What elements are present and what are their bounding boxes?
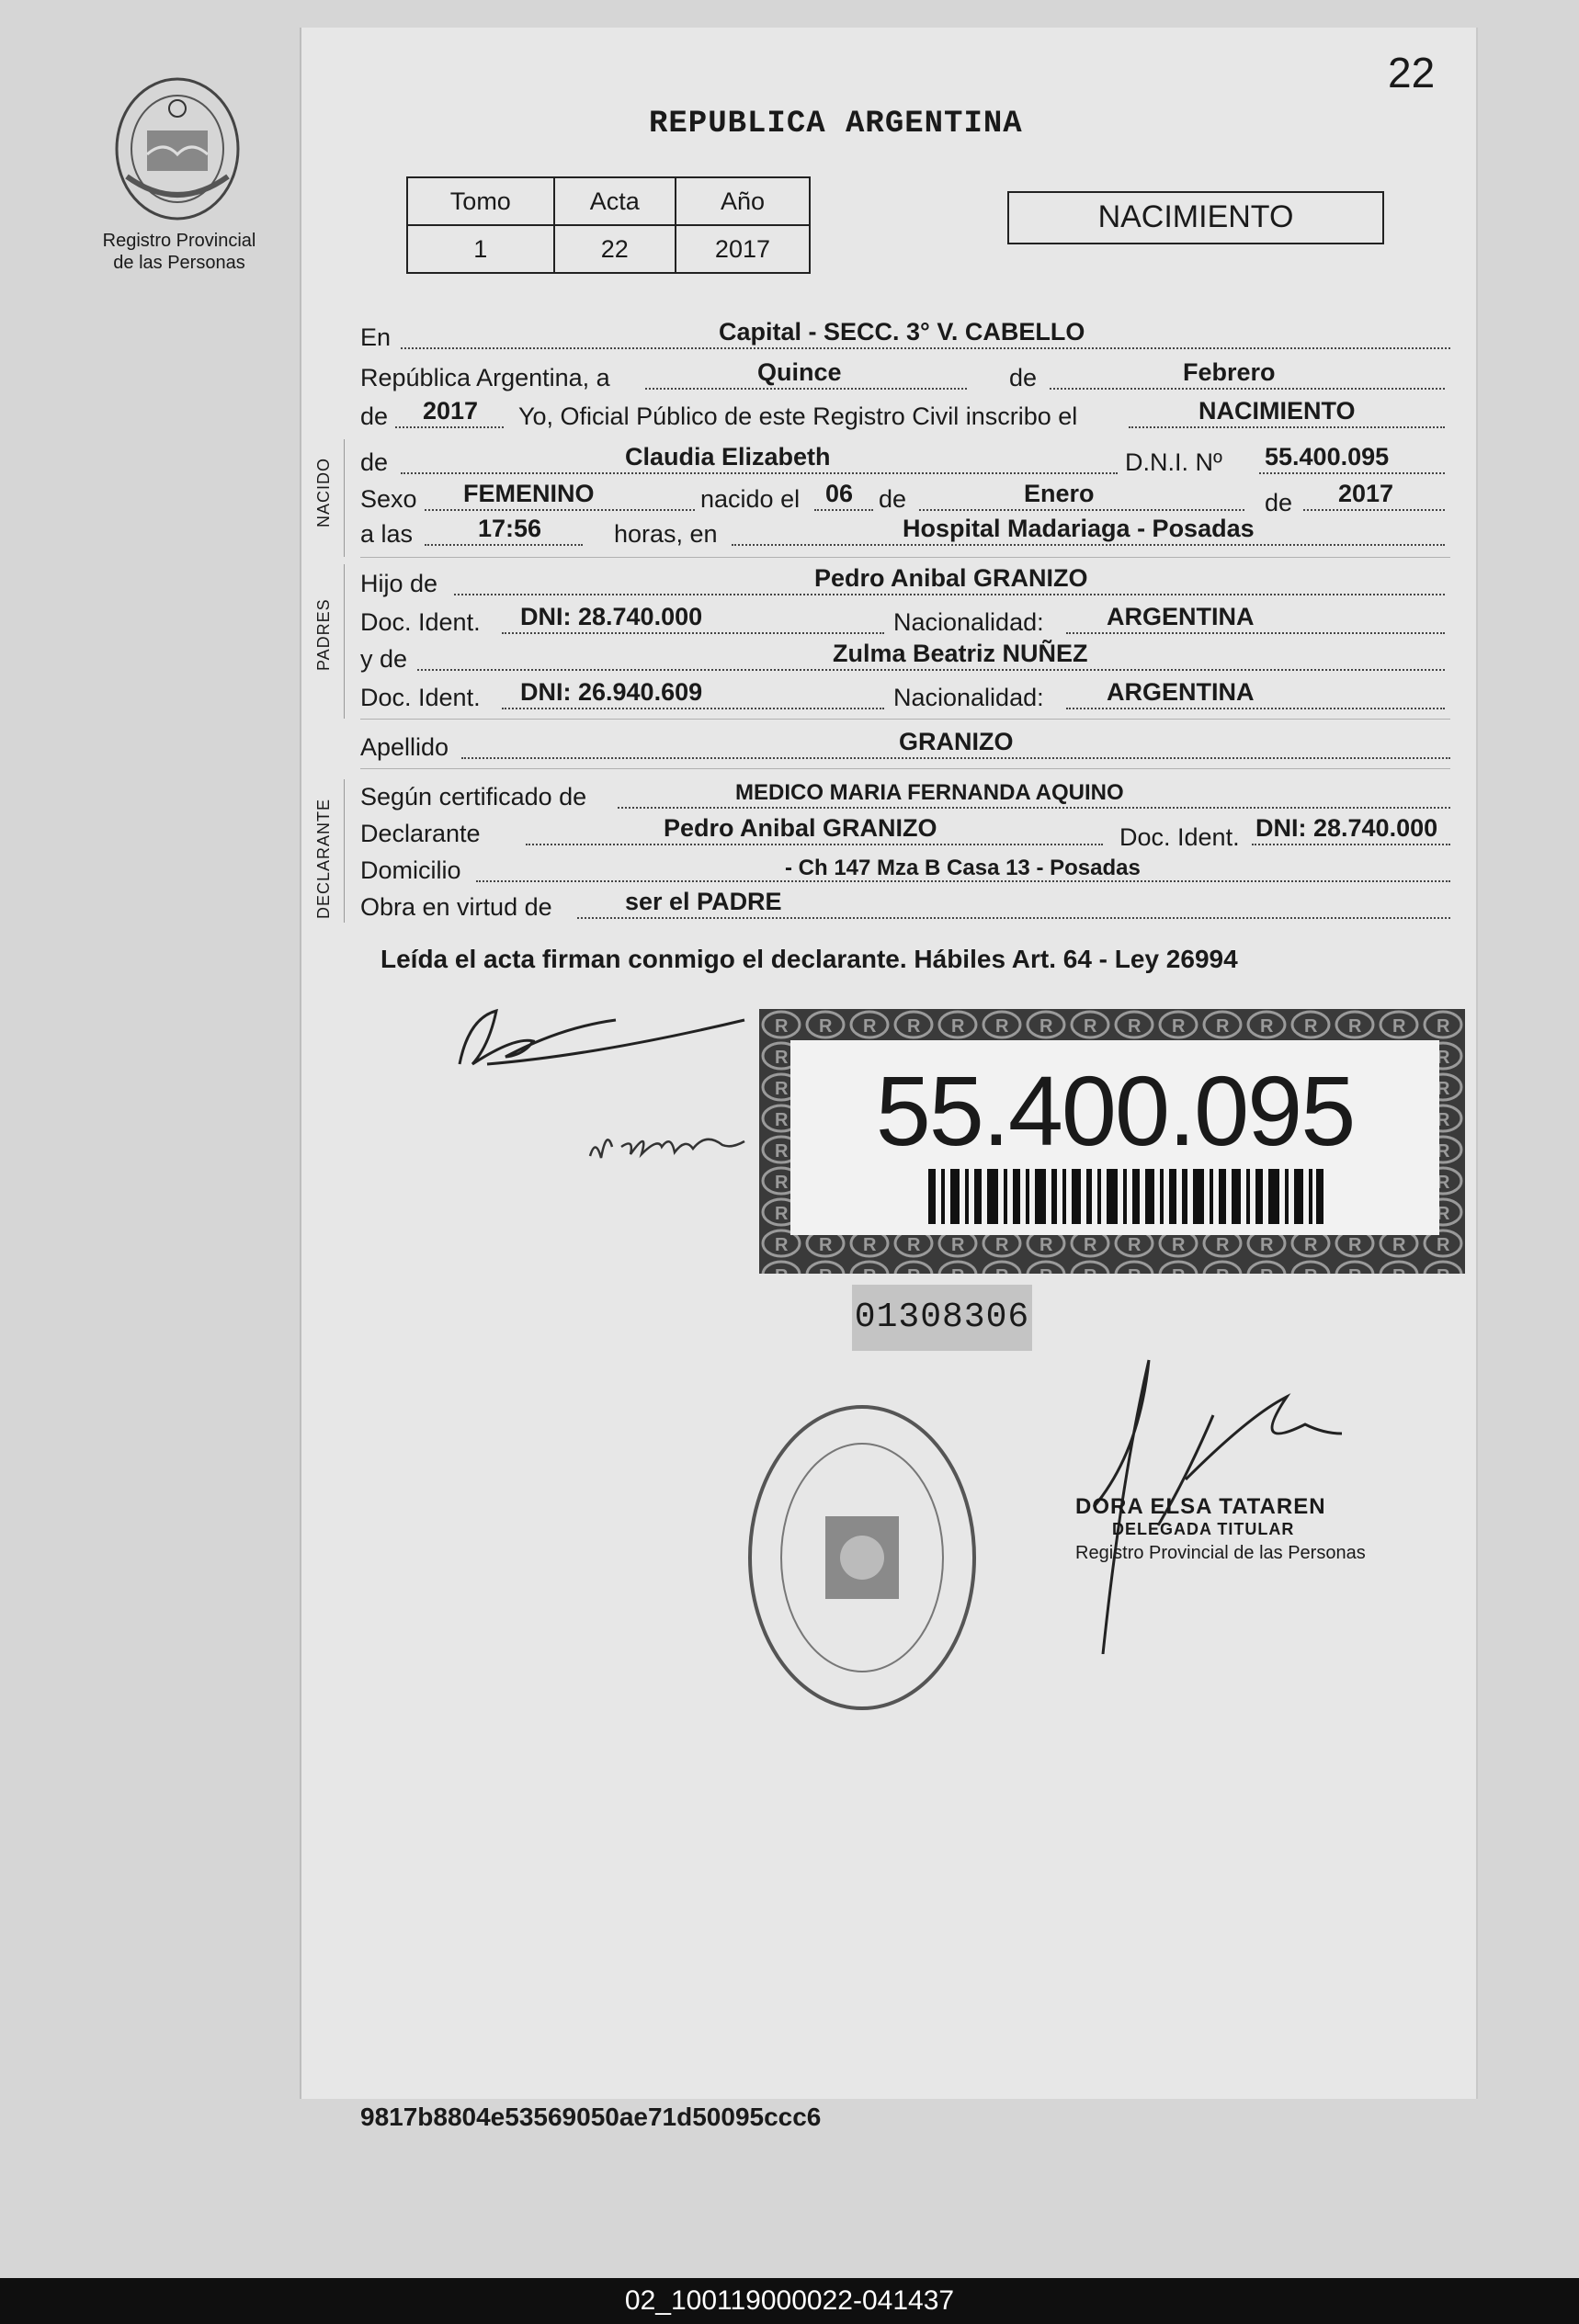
birth-time: 17:56: [478, 515, 542, 542]
mother-name: Zulma Beatriz NUÑEZ: [833, 640, 1088, 667]
acta-value: 22: [554, 225, 676, 273]
mother-doc: DNI: 26.940.609: [520, 678, 703, 706]
father-doc-label: Doc. Ident.: [360, 608, 481, 636]
sticker-dni-number: 55.400.095: [875, 1055, 1355, 1166]
child-name: Claudia Elizabeth: [625, 443, 831, 470]
record-type-box: NACIMIENTO: [1007, 191, 1384, 244]
en-label: En: [360, 323, 392, 351]
day-value: Quince: [757, 358, 842, 386]
year-value: 2017: [423, 397, 479, 425]
anio-header: Año: [676, 177, 810, 225]
apellido-value: GRANIZO: [899, 728, 1014, 755]
obra-value: ser el PADRE: [625, 888, 782, 915]
child-dni: 55.400.095: [1265, 443, 1390, 470]
footer-id: 02_100119000022-041437: [0, 2278, 1579, 2324]
birth-year: 2017: [1338, 480, 1394, 507]
logo-caption: [92, 230, 267, 274]
birth-de-label: de: [879, 485, 907, 513]
horas-label: horas, en: [614, 520, 718, 548]
separator-2: [360, 719, 1450, 720]
month-value: Febrero: [1183, 358, 1276, 386]
obra-label: Obra en virtud de: [360, 893, 552, 921]
declarante-name: Pedro Anibal GRANIZO: [664, 814, 937, 842]
closing-statement: Leída el acta firman conmigo el declarante. Hábiles Art. 64 - Ley 26994: [381, 945, 1238, 973]
apellido-label: Apellido: [360, 733, 449, 761]
sexo-value: FEMENINO: [463, 480, 595, 507]
birth-day: 06: [825, 480, 854, 507]
mother-signature: [585, 1101, 750, 1174]
mother-doc-line: [360, 678, 1450, 717]
republic-label: República Argentina, a: [360, 364, 610, 391]
padres-section-label: PADRES: [314, 598, 333, 671]
tomo-value: 1: [407, 225, 554, 273]
statement-text: Yo, Oficial Público de este Registro Civil inscribo el: [518, 402, 1078, 430]
place-value: Capital - SECC. 3° V. CABELLO: [719, 318, 1085, 346]
acta-header: Acta: [554, 177, 676, 225]
padres-bar: [344, 564, 345, 719]
hora-line: [360, 515, 1450, 553]
nacido-section-label: NACIDO: [314, 457, 333, 527]
sticker-label: [790, 1040, 1439, 1235]
a-las-label: a las: [360, 520, 414, 548]
separator-3: [360, 768, 1450, 769]
page-number: 22: [1388, 49, 1436, 96]
mother-doc-label: Doc. Ident.: [360, 684, 481, 711]
act-type-value: NACIMIENTO: [1198, 397, 1356, 425]
domicilio-line: [360, 851, 1450, 890]
de-label-2: de: [360, 402, 389, 430]
declarante-doc-label: Doc. Ident.: [1119, 823, 1240, 851]
barcode: [928, 1169, 1323, 1224]
official-role: DELEGADA TITULAR: [1112, 1520, 1295, 1538]
birth-month: Enero: [1024, 480, 1095, 507]
y-de-label: y de: [360, 645, 408, 673]
birth-place: Hospital Madariaga - Posadas: [903, 515, 1255, 542]
official-stamp-seal: [743, 1397, 982, 1718]
cert-label: Según certificado de: [360, 783, 587, 811]
year-line: [360, 397, 1450, 436]
record-table: [406, 176, 811, 274]
hijo-de-label: Hijo de: [360, 570, 438, 597]
en-line: [360, 318, 1450, 357]
mother-nationality: ARGENTINA: [1107, 678, 1255, 706]
apellido-line: [360, 728, 1450, 766]
declarant-signature: [432, 1000, 763, 1092]
logo-line-2: de las Personas: [113, 253, 245, 273]
province-seal-logo: [108, 75, 246, 222]
official-name: DORA ELSA TATAREN: [1075, 1494, 1326, 1519]
nacido-bar: [344, 439, 345, 557]
declarante-section-label: DECLARANTE: [314, 798, 333, 919]
mother-nat-label: Nacionalidad:: [893, 684, 1044, 711]
official-block: [1075, 1494, 1369, 1564]
declarante-bar: [344, 779, 345, 923]
sexo-label: Sexo: [360, 485, 417, 513]
separator-1: [360, 557, 1450, 558]
obra-line: [360, 888, 1450, 926]
anio-value: 2017: [676, 225, 810, 273]
logo-line-1: Registro Provincial: [102, 231, 256, 251]
domicilio-value: - Ch 147 Mza B Casa 13 - Posadas: [785, 856, 1141, 880]
document-hash: 9817b8804e53569050ae71d50095ccc6: [360, 2103, 822, 2131]
official-org: Registro Provincial de las Personas: [1075, 1543, 1366, 1563]
declarante-label: Declarante: [360, 820, 481, 847]
document-title: REPUBLICA ARGENTINA: [649, 107, 1023, 142]
de-name-label: de: [360, 448, 389, 476]
control-number: 01308306: [852, 1285, 1032, 1351]
de-label: de: [1009, 364, 1038, 391]
father-nat-label: Nacionalidad:: [893, 608, 1044, 636]
dni-sticker: [759, 1009, 1465, 1274]
father-nationality: ARGENTINA: [1107, 603, 1255, 630]
domicilio-label: Domicilio: [360, 856, 461, 884]
dni-label: D.N.I. Nº: [1125, 448, 1222, 476]
declarante-line: [360, 814, 1450, 853]
birth-de-label-2: de: [1265, 489, 1293, 516]
father-doc: DNI: 28.740.000: [520, 603, 703, 630]
cert-value: MEDICO MARIA FERNANDA AQUINO: [735, 780, 1124, 805]
declarante-doc: DNI: 28.740.000: [1255, 814, 1438, 842]
nacido-el-label: nacido el: [700, 485, 801, 513]
tomo-header: Tomo: [407, 177, 554, 225]
father-name: Pedro Anibal GRANIZO: [814, 564, 1088, 592]
